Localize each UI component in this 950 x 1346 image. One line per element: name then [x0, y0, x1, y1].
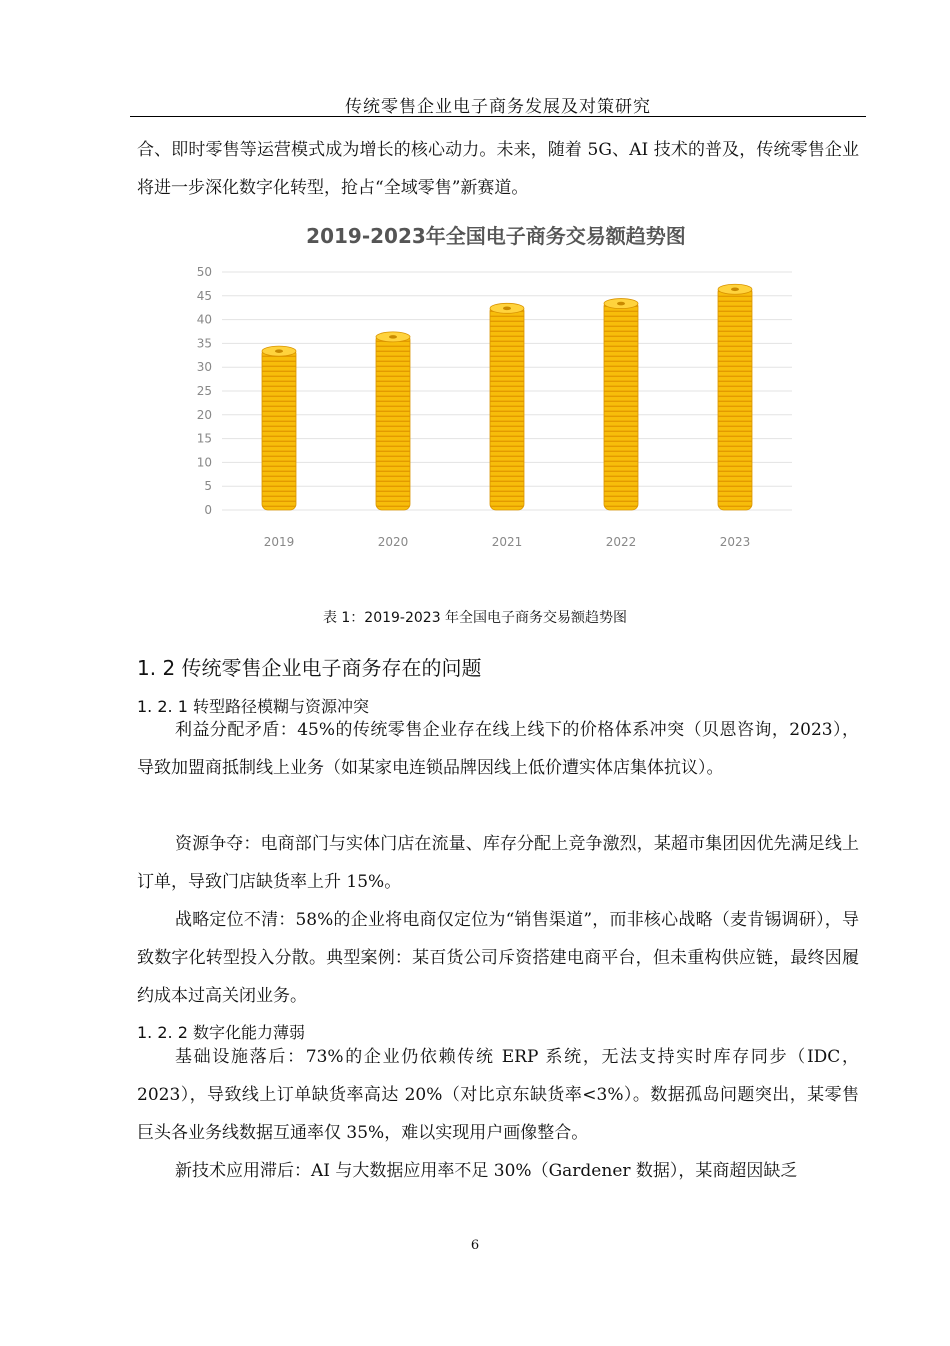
coin-bar-2021	[490, 305, 524, 510]
y-tick-label: 10	[196, 455, 212, 470]
paragraph-new-tech: 新技术应用滞后：AI 与大数据应用率不足 30%（Gardener 数据），某商超因缺乏	[175, 1161, 798, 1181]
y-tick-label: 35	[196, 336, 212, 351]
paragraph-strategy-positioning: 战略定位不清：58%的企业将电商仅定位为“销售渠道”，而非核心战略（麦肯锡调研），导致数字化转型投入分散。典型案例：某百货公司斥资搭建电商平台，但未重构供应链，最终因履约成本过高关闭业务。	[137, 910, 859, 1006]
coin-bar-2019	[262, 348, 296, 510]
chart	[190, 212, 802, 562]
coin-emblem	[617, 302, 625, 306]
x-tick-label: 2022	[605, 535, 637, 549]
coin-bar-2022	[604, 301, 638, 510]
y-tick-label: 15	[196, 431, 212, 446]
page-header-title: 传统零售企业电子商务发展及对策研究	[345, 97, 651, 117]
x-tick-label: 2021	[491, 535, 523, 549]
y-tick-label: 45	[196, 288, 212, 303]
page-number: 6	[470, 1238, 480, 1253]
coin-emblem	[731, 287, 739, 291]
subsection-heading-1-2-2: 1. 2. 2 数字化能力薄弱	[137, 1023, 305, 1042]
paragraph-infrastructure: 基础设施落后：73%的企业仍依赖传统 ERP 系统，无法支持实时库存同步（IDC，2023），导致线上订单缺货率高达 20%（对比京东缺货率<3%）。数据孤岛问题突出，某零售巨头各业务线数据互通率仅 35%，难以实现用户画像整合。	[137, 1047, 859, 1143]
y-tick-label: 50	[196, 265, 212, 279]
intro-paragraph: 合、即时零售等运营模式成为增长的核心动力。未来，随着 5G、AI 技术的普及，传统零售企业将进一步深化数字化转型，抢占“全域零售”新赛道。	[137, 140, 859, 198]
x-tick-label: 2023	[719, 535, 751, 549]
y-tick-label: 0	[204, 503, 212, 517]
coin-emblem	[275, 349, 283, 353]
y-tick-label: 25	[196, 384, 212, 398]
coin-emblem	[389, 335, 397, 339]
y-tick-label: 30	[196, 360, 212, 375]
paragraph-interest-conflict: 利益分配矛盾：45%的传统零售企业存在线上线下的价格体系冲突（贝恩咨询，2023），导致加盟商抵制线上业务（如某家电连锁品牌因线上低价遭实体店集体抗议）。	[137, 720, 859, 778]
coin-emblem	[503, 307, 511, 311]
coin-bar-2020	[376, 334, 410, 510]
x-tick-label: 2019	[263, 535, 295, 549]
y-tick-label: 5	[204, 479, 212, 494]
y-tick-label: 40	[196, 312, 212, 327]
chart-title: 2019-2023年全国电子商务交易额趋势图	[306, 224, 686, 248]
chart-plot	[190, 212, 802, 562]
paragraph-resource-competition: 资源争夺：电商部门与实体门店在流量、库存分配上竞争激烈，某超市集团因优先满足线上订单，导致门店缺货率上升 15%。	[137, 834, 859, 892]
header-rule	[130, 116, 866, 117]
figure-caption: 表 1：2019-2023 年全国电子商务交易额趋势图	[322, 610, 628, 626]
coin-bar-2023	[718, 286, 752, 510]
x-tick-label: 2020	[377, 535, 409, 549]
y-tick-label: 20	[196, 407, 212, 422]
section-heading-1-2: 1. 2 传统零售企业电子商务存在的问题	[137, 656, 482, 680]
subsection-heading-1-2-1: 1. 2. 1 转型路径模糊与资源冲突	[137, 697, 369, 716]
